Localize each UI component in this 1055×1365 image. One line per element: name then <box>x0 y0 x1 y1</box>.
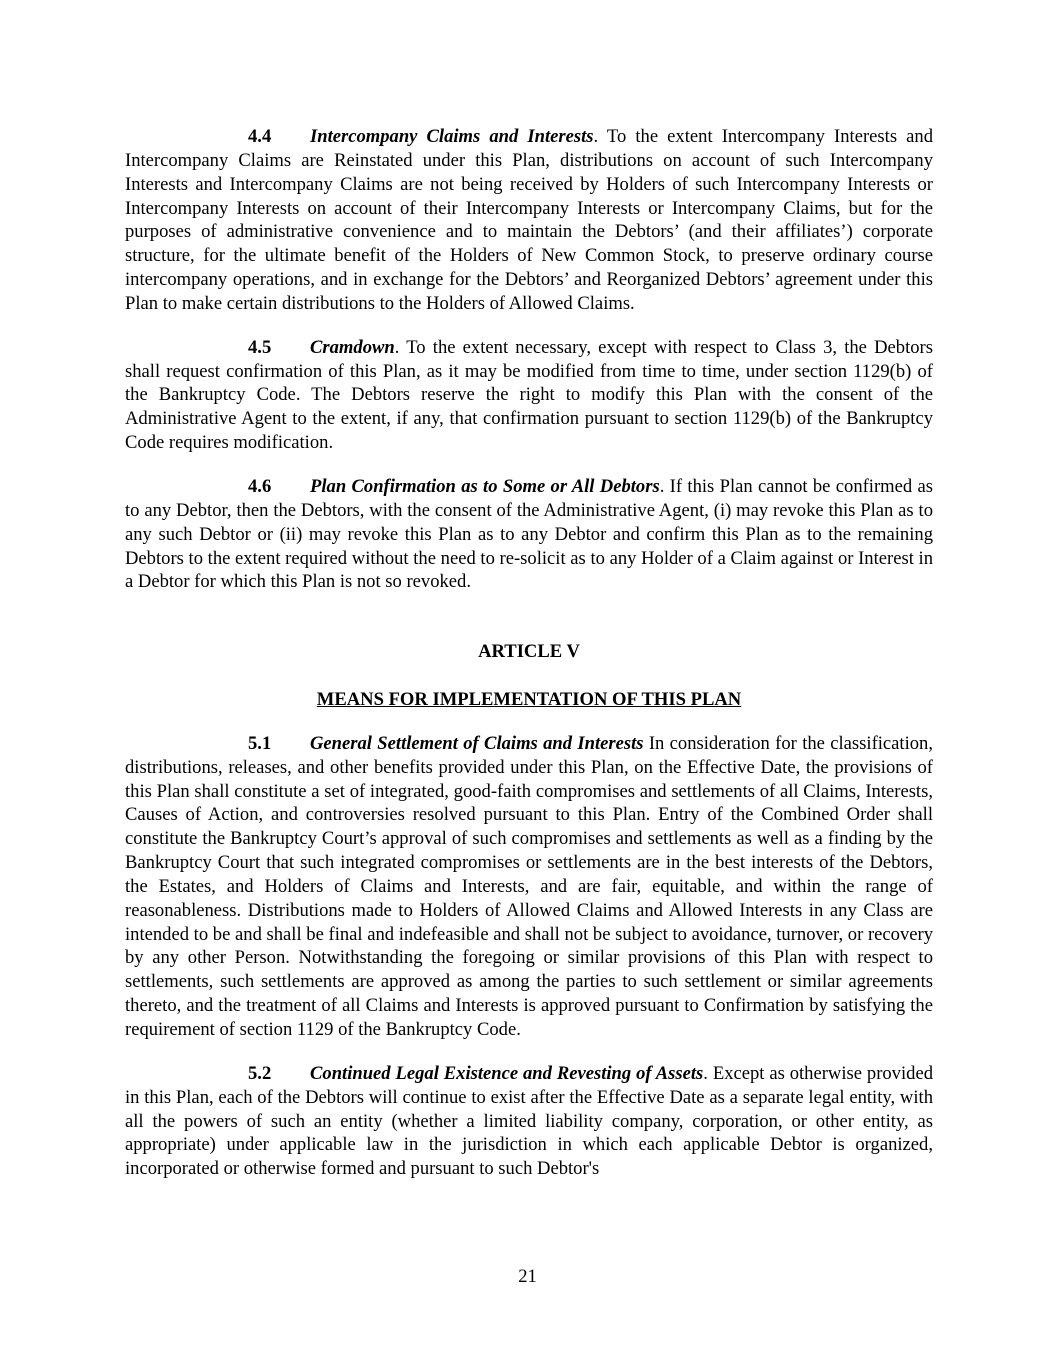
section-body: . Except as otherwise provided in this Plan, each of the Debtors will continue to exist after the Effective Date as a separate legal entity, with all the powers of such an entity (whether a limited liability company, corporation, or other entity, as appropriate) under applicable law in the jurisdiction in which each applicable Debtor is organized, incorporated or otherwise formed and pursuant to such Debtor's <box>125 1062 933 1180</box>
section-body: . To the extent necessary, except with respect to Class 3, the Debtors shall request confirmation of this Plan, as it may be modified from time to time, under section 1129(b) of the Bankruptcy Code. The Debtors reserve the right to modify this Plan with the consent of the Administrative Agent to the extent, if any, that confirmation pursuant to section 1129(b) of the Bankruptcy Code requires modification. <box>125 336 933 454</box>
section-5-1 <box>125 732 933 1042</box>
section-number: 4.5 <box>248 336 272 358</box>
section-number: 5.2 <box>248 1062 272 1084</box>
section-4-6 <box>125 475 933 594</box>
section-heading: Intercompany Claims and Interests <box>310 126 594 147</box>
section-heading: Continued Legal Existence and Revesting of Assets <box>310 1062 704 1084</box>
section-heading: Plan Confirmation as to Some or All Debtors <box>310 475 660 497</box>
document-page <box>125 125 933 1181</box>
article-subtitle: MEANS FOR IMPLEMENTATION OF THIS PLAN <box>316 689 742 711</box>
section-number: 4.4 <box>248 126 272 147</box>
section-body: . To the extent Intercompany Interests and Intercompany Claims are Reinstated under this Plan, distributions on account of such Intercompany Interests and Intercompany Claims are not being received by Holders of such Intercompany Interests or Intercompany Interests on account of their Intercompany Interests or Intercompany Claims, but for the purposes of administrative convenience and to maintain the Debtors’ (and their affiliates’) corporate structure, for the ultimate benefit of the Holders of New Common Stock, to preserve ordinary course intercompany operations, and in exchange for the Debtors’ and Reorganized Debtors’ agreement under this Plan to make certain distributions to the Holders of Allowed Claims. <box>125 126 933 314</box>
section-heading: General Settlement of Claims and Interests <box>310 732 644 754</box>
section-4-4 <box>125 125 933 316</box>
section-body: . If this Plan cannot be confirmed as to any Debtor, then the Debtors, with the consent of the Administrative Agent, (i) may revoke this Plan as to any such Debtor or (ii) may revoke this Plan as to any Debtor and confirm this Plan as to the remaining Debtors to the extent required without the need to re-solicit as to any Holder of a Claim against or Interest in a Debtor for which this Plan is not so revoked. <box>125 475 933 593</box>
section-4-5 <box>125 336 933 455</box>
section-number: 5.1 <box>248 732 272 754</box>
article-title: ARTICLE V <box>478 641 580 663</box>
section-number: 4.6 <box>248 475 272 497</box>
section-body: In consideration for the classification, distributions, releases, and other benefits provided under this Plan, on the Effective Date, the provisions of this Plan shall constitute a set of integrated, good-faith compromises and settlements of all Claims, Interests, Causes of Action, and controversies resolved pursuant to this Plan. Entry of the Combined Order shall constitute the Bankruptcy Court’s approval of such compromises and settlements as well as a finding by the Bankruptcy Court that such integrated compromises or settlements are in the best interests of the Debtors, the Estates, and Holders of Claims and Interests, and are fair, equitable, and within the range of reasonableness. Distributions made to Holders of Allowed Claims and Allowed Interests in any Class are intended to be and shall be final and indefeasible and shall not be subject to avoidance, turnover, or recovery by any other Person. Notwithstanding the foregoing or similar provisions of this Plan with respect to settlements, such settlements are approved as among the parties to such settlement or similar agreements thereto, and the treatment of all Claims and Interests is approved pursuant to Confirmation by satisfying the requirement of section 1129 of the Bankruptcy Code. <box>125 732 934 1040</box>
section-heading: Cramdown <box>310 336 395 358</box>
section-5-2 <box>125 1062 933 1181</box>
page-number: 21 <box>518 1266 537 1287</box>
